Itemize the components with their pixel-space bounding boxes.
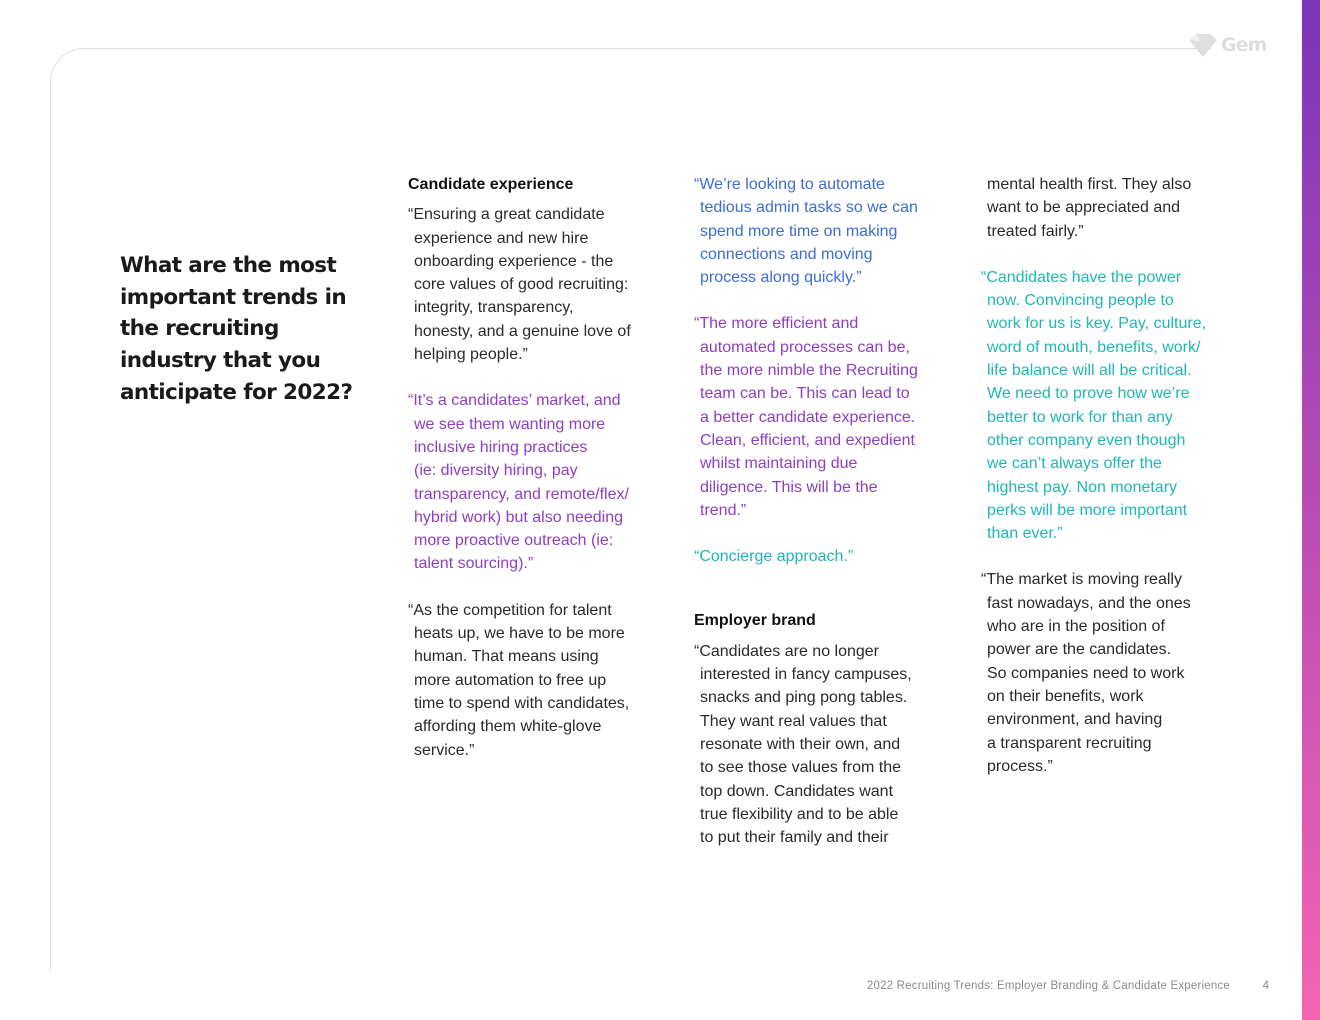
quote: “Candidates have the power now. Convincing people to work for us is key. Pay, culture, word of mouth, benefits, work/ life balance will all be critical. We need to prove how we’re better to work for than any other company even though we can’t always offer the highest pay. Non monetary perks will be more important than ever.” [981,268,1207,543]
section-heading-candidate-experience: Candidate experience [408,176,574,193]
quote: “Candidates are no longer interested in fancy campuses, snacks and ping pong tables. They want real values that resonate with their own, and to see those values from the top down. Candidates want true flexibility and to be able to put their family and their [694,642,912,847]
gradient-side-bar [1302,0,1320,1020]
gem-diamond-icon [1186,32,1218,58]
page-question: What are the most important trends in the recruiting industry that you anticipate for 2022? [120,253,353,405]
column-1 [408,173,660,785]
quote: “The more efficient and automated processes can be, the more nimble the Recruiting team can be. This can lead to a better candidate experience. Clean, efficient, and expedient whilst maintaining due diligence. This will be the trend.” [694,315,918,519]
quote: “Concierge approach.” [694,548,854,566]
quote: “We’re looking to automate tedious admin tasks so we can spend more time on making connections and moving process along quickly.” [694,176,918,287]
quote: “Ensuring a great candidate experience and new hire onboarding experience - the core values of good recruiting: integrity, transparency, honesty, and a genuine love of helping people.” [408,206,631,364]
page-number: 4 [1262,980,1269,992]
quote: “It’s a candidates’ market, and we see them wanting more inclusive hiring practices (ie: diversity hiring, pay transparency, and remote/flex/ hybrid work) but also needing more proactive outreach (ie: talent sourcing).” [408,392,629,573]
gem-logo [1186,32,1266,58]
footer-title: 2022 Recruiting Trends: Employer Branding & Candidate Experience [866,980,1230,992]
section-heading-employer-brand: Employer brand [694,612,816,630]
quote-continuation: mental health first. They also want to be appreciated and treated fairly.” [987,176,1192,240]
quote: “As the competition for talent heats up, we have to be more human. That means using more automation to free up time to spend with candidates, affording them white-glove service.” [408,601,630,759]
column-3 [981,173,1233,801]
column-2 [694,173,946,872]
quote: “The market is moving really fast nowadays, and the ones who are in the position of power are the candidates. So companies need to work on their benefits, work environment, and having a transparent recruiting process.” [981,571,1191,775]
logo-text: Gem [1221,34,1267,56]
